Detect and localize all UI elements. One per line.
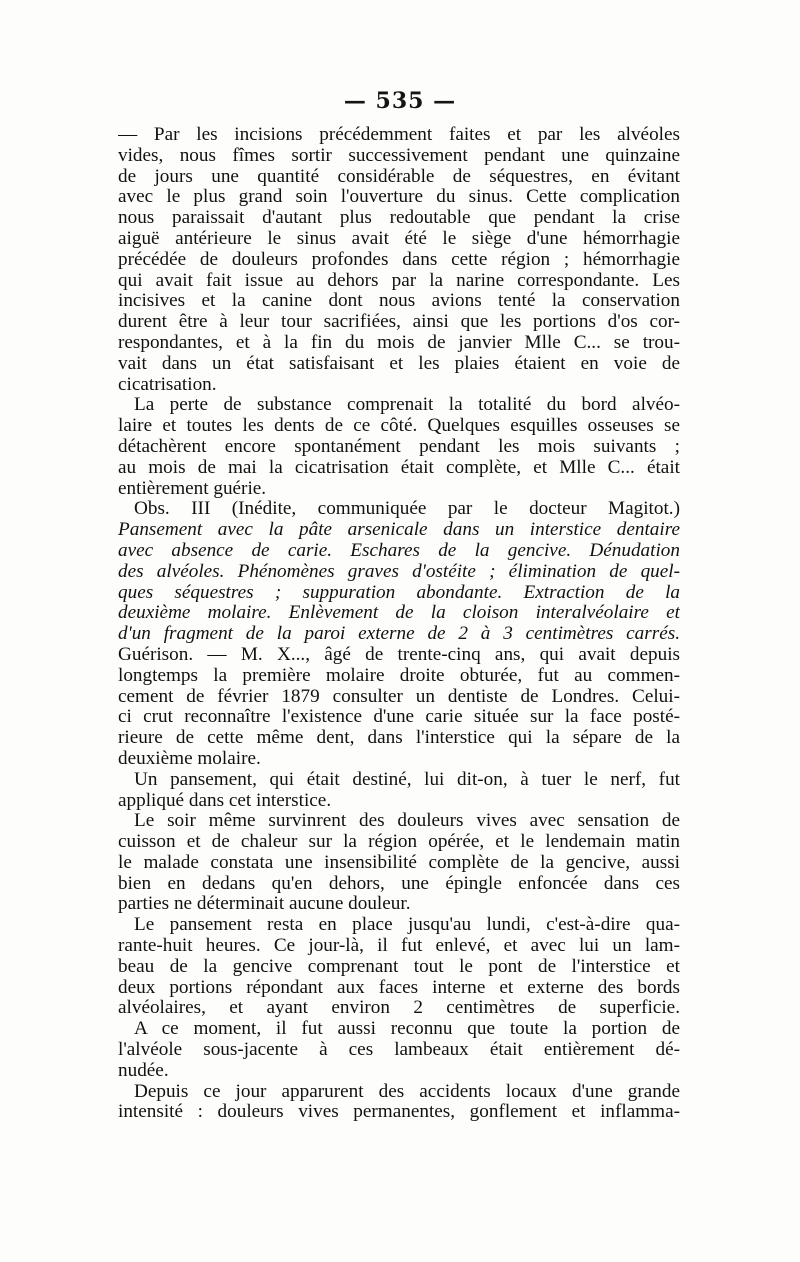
text-line: ci crut reconnaître l'existence d'une carie située sur la face posté- <box>118 707 680 728</box>
text-line: Le soir même survinrent des douleurs vives avec sensation de <box>134 811 680 832</box>
text-line: au mois de mai la cicatrisation était complète, et Mlle C... était <box>118 457 680 478</box>
text-line: alvéolaires, et ayant environ 2 centimètres de superficie. <box>118 998 680 1019</box>
text-line: détachèrent encore spontanément pendant les mois suivants ; <box>118 436 680 457</box>
text-line: Guérison. — M. X..., âgé de trente-cinq ans, qui avait depuis <box>118 644 680 665</box>
text-line: l'alvéole sous-jacente à ces lambeaux était entièrement dé- <box>118 1040 680 1061</box>
text-line: bien en dedans qu'en dehors, une épingle enfoncée dans ces <box>118 873 680 894</box>
text-line: aiguë antérieure le sinus avait été le siège d'une hémorrhagie <box>118 228 680 249</box>
text-line: le malade constata une insensibilité complète de la gencive, aussi <box>118 852 680 873</box>
text-line: cuisson et de chaleur sur la région opérée, et le lendemain matin <box>118 832 680 853</box>
text-line: avec absence de carie. Eschares de la gencive. Dénudation <box>118 540 680 561</box>
text-line: deuxième molaire. Enlèvement de la cloison interalvéolaire et <box>118 603 680 624</box>
text-line: Pansement avec la pâte arsenicale dans un interstice dentaire <box>118 520 680 541</box>
text-line: vides, nous fîmes sortir successivement pendant une quinzaine <box>118 145 680 166</box>
text-line: nudée. <box>118 1060 169 1081</box>
text-line: respondantes, et à la fin du mois de janvier Mlle C... se trou- <box>118 332 680 353</box>
body-text <box>118 125 680 1123</box>
text-line: ques séquestres ; suppuration abondante. Extraction de la <box>118 582 680 603</box>
text-line: longtemps la première molaire droite obturée, fut au commen- <box>118 665 680 686</box>
text-line: parties ne déterminait aucune douleur. <box>118 894 411 915</box>
text-line: d'un fragment de la paroi externe de 2 à 3 centimètres carrés. <box>118 624 680 645</box>
text-line: de jours une quantité considérable de séquestres, en évitant <box>118 166 680 187</box>
text-line: entièrement guérie. <box>118 478 267 499</box>
text-line: La perte de substance comprenait la totalité du bord alvéo- <box>134 395 680 416</box>
text-line: — Par les incisions précédemment faites et par les alvéoles <box>118 125 680 145</box>
text-line: Le pansement resta en place jusqu'au lundi, c'est-à-dire qua- <box>134 915 680 936</box>
text-line: vait dans un état satisfaisant et les plaies étaient en voie de <box>118 353 680 374</box>
text-line: rieure de cette même dent, dans l'interstice qui la sépare de la <box>118 728 680 749</box>
text-line: cement de février 1879 consulter un dentiste de Londres. Celui- <box>118 686 680 707</box>
text-line: avec le plus grand soin l'ouverture du sinus. Cette complication <box>118 187 680 208</box>
text-line: laire et toutes les dents de ce côté. Quelques esquilles osseuses se <box>118 416 680 437</box>
text-line: précédée de douleurs profondes dans cette région ; hémorrhagie <box>118 249 680 270</box>
text-line: cicatrisation. <box>118 374 217 395</box>
text-line: nous paraissait d'autant plus redoutable que pendant la crise <box>118 208 680 229</box>
text-line: appliqué dans cet interstice. <box>118 790 332 811</box>
text-line: Un pansement, qui était destiné, lui dit-on, à tuer le nerf, fut <box>134 769 680 790</box>
text-line: qui avait fait issue au dehors par la narine correspondante. Les <box>118 270 680 291</box>
text-line: durent être à leur tour sacrifiées, ainsi que les portions d'os cor- <box>118 312 680 333</box>
text-line: des alvéoles. Phénomènes graves d'ostéite ; élimination de quel- <box>118 561 680 582</box>
text-line: Obs. III (Inédite, communiquée par le docteur Magitot.) <box>134 499 680 520</box>
text-line: incisives et la canine dont nous avions tenté la conservation <box>118 291 680 312</box>
text-line: deuxième molaire. <box>118 748 261 769</box>
text-line: rante-huit heures. Ce jour-là, il fut enlevé, et avec lui un lam- <box>118 936 680 957</box>
page-number: — 535 — <box>343 88 457 114</box>
text-line: intensité : douleurs vives permanentes, gonflement et inflamma- <box>118 1102 680 1123</box>
text-line: deux portions répondant aux faces interne et externe des bords <box>118 977 680 998</box>
text-line: beau de la gencive comprenant tout le pont de l'interstice et <box>118 956 680 977</box>
text-line: Depuis ce jour apparurent des accidents locaux d'une grande <box>134 1081 680 1102</box>
text-line: A ce moment, il fut aussi reconnu que toute la portion de <box>134 1019 680 1040</box>
